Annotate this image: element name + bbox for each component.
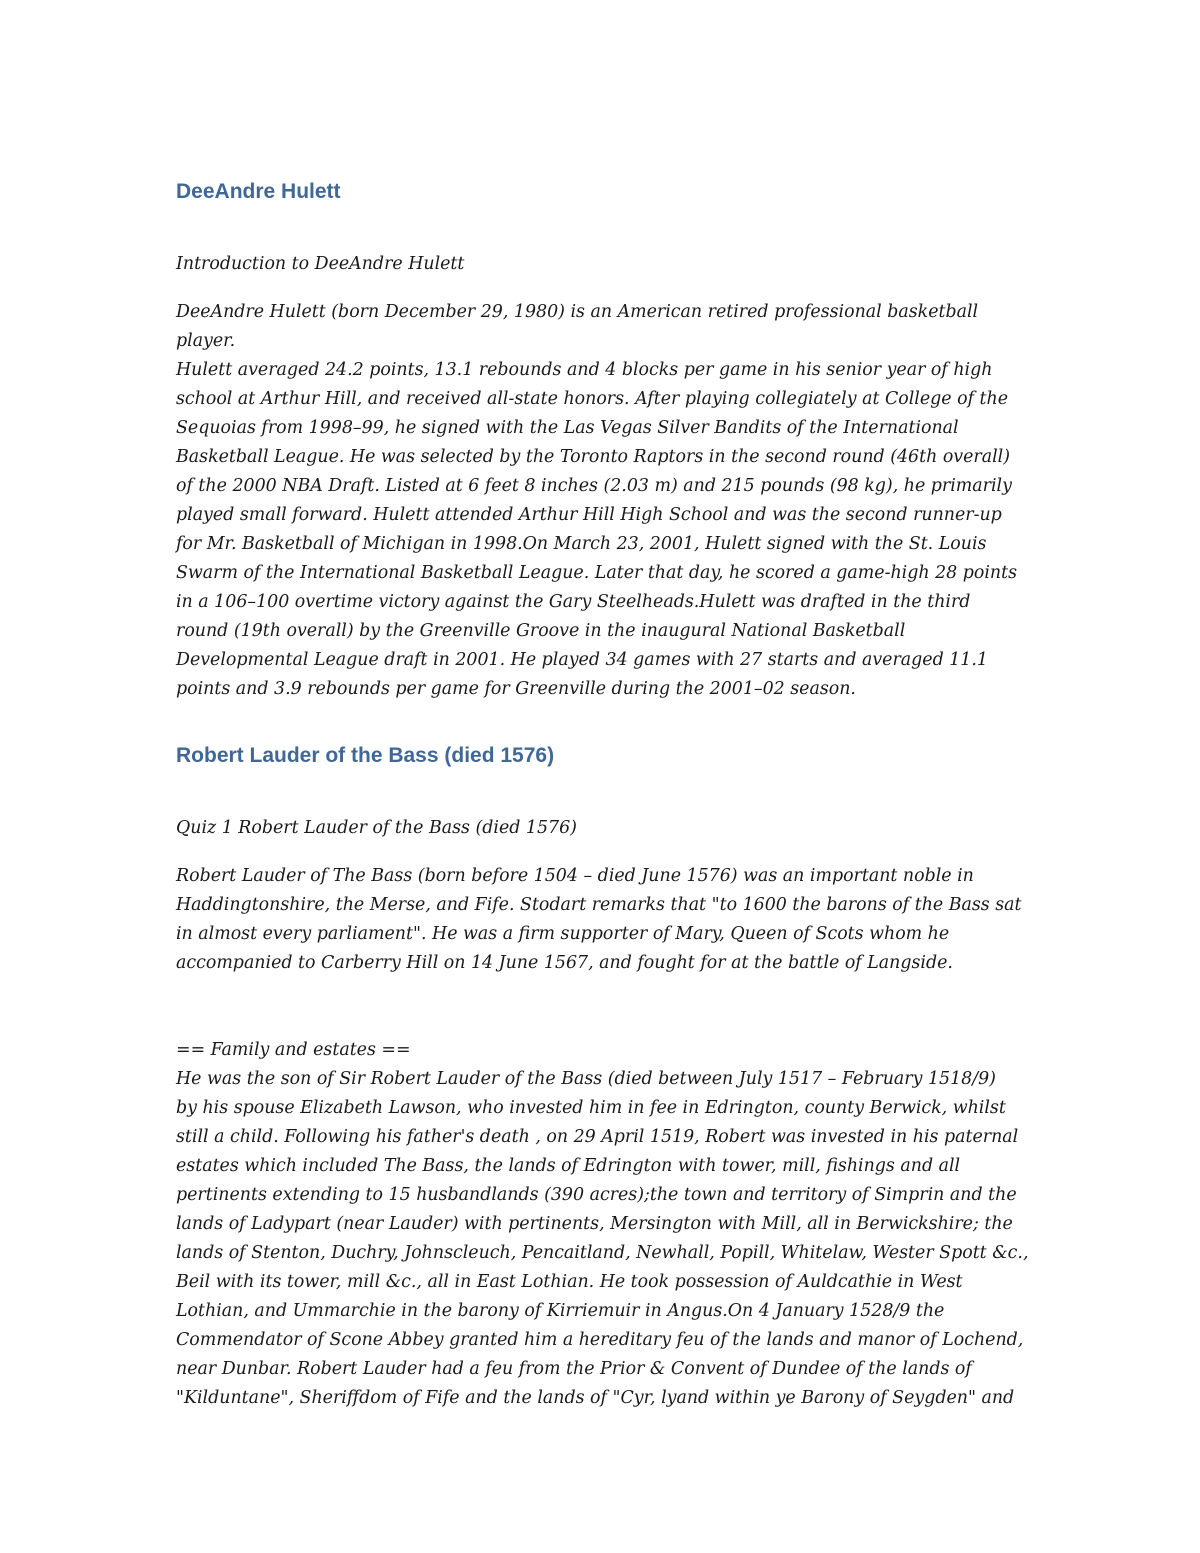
text-line: player. <box>176 331 236 351</box>
text-line: Lothian, and Ummarchie in the barony of Kirriemuir in Angus.On 4 January 1528/9 the <box>176 1301 945 1321</box>
text-line: estates which included The Bass, the lands of Edrington with tower, mill, fishings and all <box>176 1156 961 1176</box>
text-line: Haddingtonshire, the Merse, and Fife. Stodart remarks that "to 1600 the barons of the Bass sat <box>176 895 1022 915</box>
text-line: by his spouse Elizabeth Lawson, who invested him in fee in Edrington, county Berwick, whilst <box>176 1098 1006 1118</box>
text-line: points and 3.9 rebounds per game for Greenville during the 2001–02 season. <box>176 679 856 699</box>
text-line: Introduction to DeeAndre Hulett <box>176 254 465 274</box>
text-line: He was the son of Sir Robert Lauder of the Bass (died between July 1517 – February 1518/9) <box>176 1069 996 1089</box>
text-line: Commendator of Scone Abbey granted him a hereditary feu of the lands and manor of Lochend, <box>176 1330 1024 1350</box>
text-line: Beil with its tower, mill &c., all in East Lothian. He took possession of Auldcathie in West <box>176 1272 963 1292</box>
paragraph-family-and-estates <box>176 1036 1036 1413</box>
text-line: Basketball League. He was selected by the Toronto Raptors in the second round (46th overall) <box>176 447 1011 467</box>
text-line: pertinents extending to 15 husbandlands (390 acres);the town and territory of Simprin and the <box>176 1185 1017 1205</box>
text-line: for Mr. Basketball of Michigan in 1998.On March 23, 2001, Hulett signed with the St. Louis <box>176 534 987 554</box>
heading-deeandre-hulett: DeeAndre Hulett <box>176 180 341 203</box>
intro-robert-lauder <box>176 814 1036 843</box>
text-line: Quiz 1 Robert Lauder of the Bass (died 1576) <box>176 818 577 838</box>
text-line: Hulett averaged 24.2 points, 13.1 rebounds and 4 blocks per game in his senior year of high <box>176 360 993 380</box>
text-line: of the 2000 NBA Draft. Listed at 6 feet 8 inches (2.03 m) and 215 pounds (98 kg), he primarily <box>176 476 1012 496</box>
text-line: round (19th overall) by the Greenville Groove in the inaugural National Basketball <box>176 621 906 641</box>
text-line: near Dunbar. Robert Lauder had a feu from the Prior & Convent of Dundee of the lands of <box>176 1359 972 1379</box>
intro-deeandre-hulett <box>176 250 1036 279</box>
text-line: accompanied to Carberry Hill on 14 June 1567, and fought for at the battle of Langside. <box>176 953 953 973</box>
text-line: == Family and estates == <box>176 1040 411 1060</box>
text-line: Robert Lauder of The Bass (born before 1504 – died June 1576) was an important noble in <box>176 866 974 886</box>
text-line: in almost every parliament". He was a firm supporter of Mary, Queen of Scots whom he <box>176 924 950 944</box>
text-line: lands of Ladypart (near Lauder) with pertinents, Mersington with Mill, all in Berwickshire; the <box>176 1214 1013 1234</box>
paragraph-lauder-summary <box>176 862 1036 978</box>
heading-robert-lauder: Robert Lauder of the Bass (died 1576) <box>176 744 555 767</box>
text-line: played small forward. Hulett attended Arthur Hill High School and was the second runner-up <box>176 505 1002 525</box>
text-line: "Kilduntane", Sheriffdom of Fife and the lands of "Cyr, lyand within ye Barony of Seygden" and <box>176 1388 1015 1408</box>
text-line: lands of Stenton, Duchry, Johnscleuch, Pencaitland, Newhall, Popill, Whitelaw, Wester Spott &c., <box>176 1243 1029 1263</box>
text-line: Developmental League draft in 2001. He played 34 games with 27 starts and averaged 11.1 <box>176 650 988 670</box>
text-line: still a child. Following his father's death , on 29 April 1519, Robert was invested in his paternal <box>176 1127 1019 1147</box>
text-line: in a 106–100 overtime victory against the Gary Steelheads.Hulett was drafted in the third <box>176 592 971 612</box>
text-line: Swarm of the International Basketball League. Later that day, he scored a game-high 28 points <box>176 563 1017 583</box>
paragraph-hulett-bio <box>176 298 1036 704</box>
text-line: DeeAndre Hulett (born December 29, 1980) is an American retired professional basketball <box>176 302 979 322</box>
text-line: school at Arthur Hill, and received all-state honors. After playing collegiately at College of the <box>176 389 1009 409</box>
text-line: Sequoias from 1998–99, he signed with the Las Vegas Silver Bandits of the International <box>176 418 959 438</box>
